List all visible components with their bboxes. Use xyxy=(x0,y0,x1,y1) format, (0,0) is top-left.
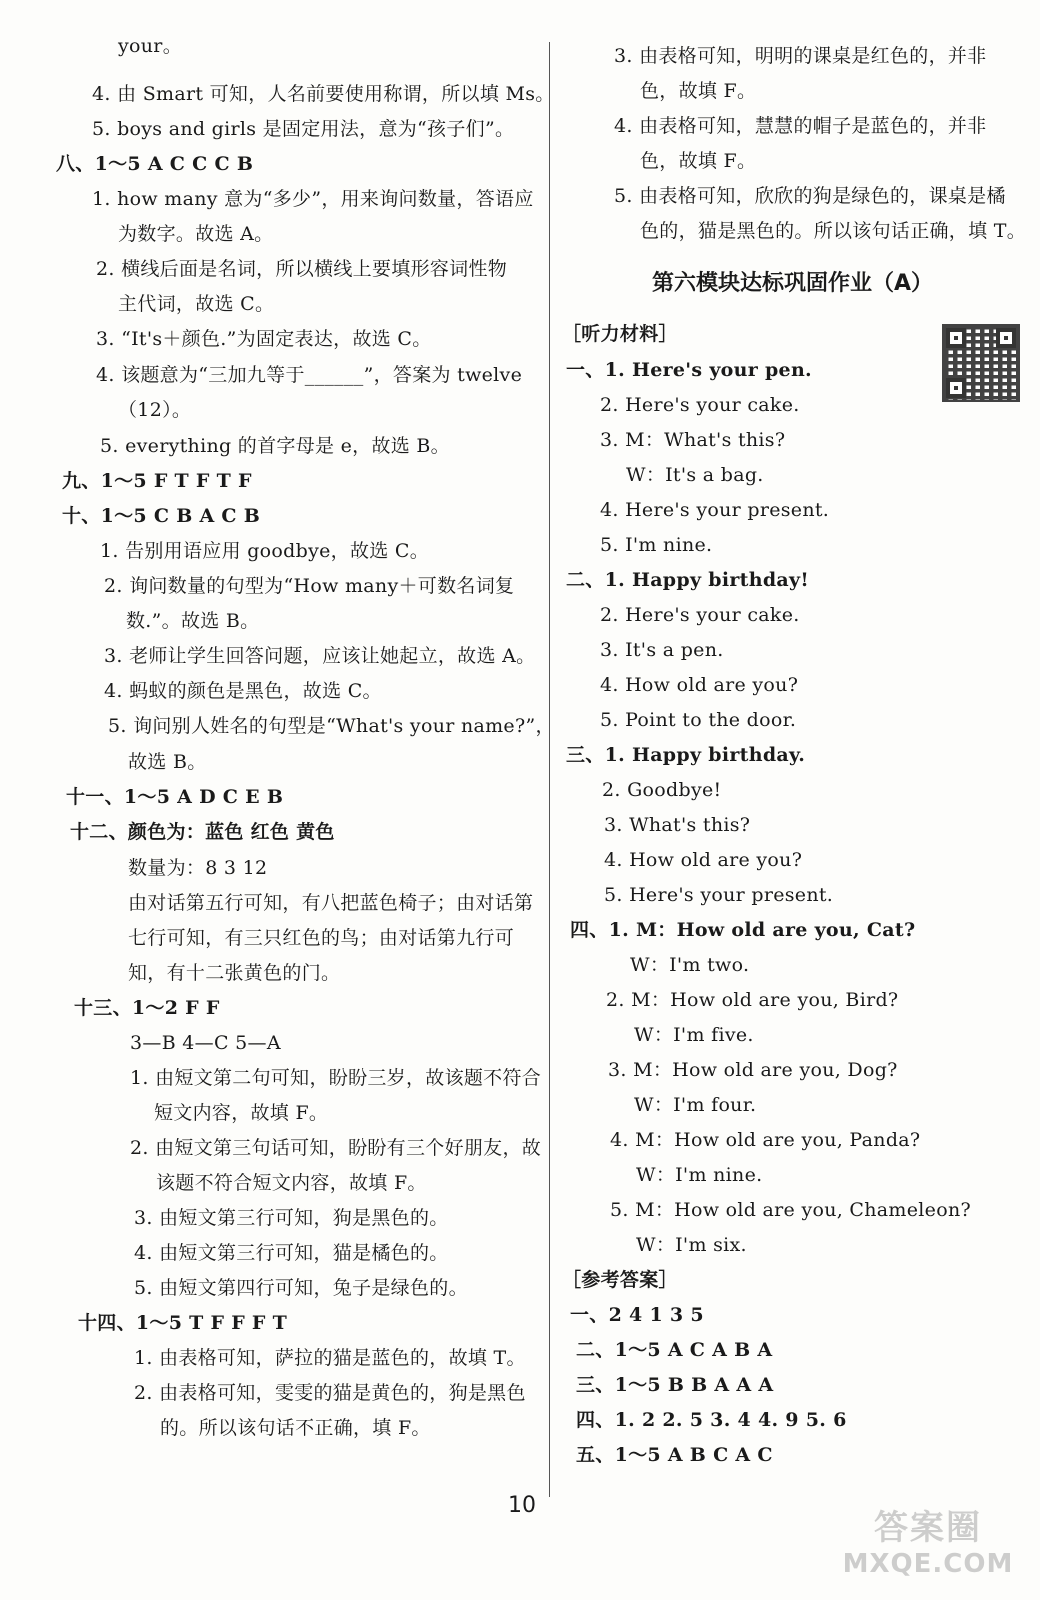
listening-line: 4. M：How old are you, Panda? xyxy=(610,1129,921,1151)
listening-line: 三、1. Happy birthday. xyxy=(566,744,806,766)
answer-line: 2. 由表格可知，雯雯的猫是黄色的，狗是黑色 xyxy=(134,1382,526,1404)
answer-line: 3. 由短文第三行可知，狗是黑色的。 xyxy=(134,1207,449,1229)
answer-line: 1. how many 意为“多少”，用来询问数量，答语应 xyxy=(92,188,534,210)
listening-line: 5. Point to the door. xyxy=(600,709,797,731)
answer-line: 5. 询问别人姓名的句型是“What's your name?”， xyxy=(108,715,555,737)
answer-line: 数量为：8 3 12 xyxy=(128,857,268,879)
listening-line: 一、1. Here's your pen. xyxy=(566,359,812,381)
listening-line: W：I'm nine. xyxy=(636,1164,763,1186)
answer-line: 1. 告别用语应用 goodbye，故选 C。 xyxy=(100,540,430,562)
answer-line: 3. “It's＋颜色.”为固定表达，故选 C。 xyxy=(96,328,432,350)
answer-line: （12）。 xyxy=(118,399,192,421)
listening-line: 2. Here's your cake. xyxy=(600,394,800,416)
answer-line: 十二、颜色为：蓝色 红色 黄色 xyxy=(70,821,335,843)
listening-line: 二、1. Happy birthday! xyxy=(566,569,810,591)
answer-line: your。 xyxy=(118,35,182,57)
answer-line: 3. 由表格可知，明明的课桌是红色的，并非 xyxy=(614,45,987,67)
answer-line: 2. 横线后面是名词，所以横线上要填形容词性物 xyxy=(96,258,508,280)
answer-line: 色，故填 F。 xyxy=(640,80,757,102)
listening-line: W：I'm five. xyxy=(634,1024,754,1046)
answer-line: 4. 蚂蚁的颜色是黑色，故选 C。 xyxy=(104,680,382,702)
listening-line: 2. Here's your cake. xyxy=(600,604,800,626)
section-title: 第六模块达标巩固作业（A） xyxy=(652,271,934,296)
answer-line: 十、1～5 C B A C B xyxy=(62,505,261,527)
answer-line: 5. everything 的首字母是 e，故选 B。 xyxy=(100,435,450,457)
watermark-logo xyxy=(838,1500,1018,1579)
listening-line: 4. How old are you? xyxy=(600,674,799,696)
answer-line: 九、1～5 F T F T F xyxy=(62,470,252,492)
answer-line: 由对话第五行可知，有八把蓝色椅子；由对话第 xyxy=(128,892,534,914)
listening-line: W：It's a bag. xyxy=(626,464,764,486)
watermark-url: MXQE.COM xyxy=(842,1549,1014,1579)
answer-line: 色，故填 F。 xyxy=(640,150,757,172)
answer-line: 3. 老师让学生回答问题，应该让她起立，故选 A。 xyxy=(104,645,536,667)
answer-line: 故选 B。 xyxy=(128,751,207,773)
answer-line: 十三、1～2 F F xyxy=(74,997,220,1019)
listening-line: 5. I'm nine. xyxy=(600,534,713,556)
answer-line: 为数字。故选 A。 xyxy=(118,223,274,245)
answer-line: 1. 由表格可知，萨拉的猫是蓝色的，故填 T。 xyxy=(134,1347,526,1369)
answer-line: 1. 由短文第二句可知，盼盼三岁，故该题不符合 xyxy=(130,1067,542,1089)
listening-line: 2. Goodbye! xyxy=(602,779,722,801)
answer-line: 七行可知，有三只红色的鸟；由对话第九行可 xyxy=(128,927,515,949)
listening-line: 2. M：How old are you, Bird? xyxy=(606,989,899,1011)
answer-line: 的。所以该句话不正确，填 F。 xyxy=(160,1417,431,1439)
listening-line: 4. Here's your present. xyxy=(600,499,830,521)
answer-key-line: 四、1. 2 2. 5 3. 4 4. 9 5. 6 xyxy=(576,1409,847,1431)
answer-line: 主代词，故选 C。 xyxy=(118,293,275,315)
answer-key-line: 三、1～5 B B A A A xyxy=(576,1374,774,1396)
answer-line: 4. 由表格可知，慧慧的帽子是蓝色的，并非 xyxy=(614,115,987,137)
answer-line: 数.”。故选 B。 xyxy=(126,610,260,632)
answer-key-line: 五、1～5 A B C A C xyxy=(576,1444,773,1466)
answer-line: 3—B 4—C 5—A xyxy=(130,1032,281,1054)
answer-line: 5. 由短文第四行可知，兔子是绿色的。 xyxy=(134,1277,468,1299)
listening-line: W：I'm four. xyxy=(634,1094,757,1116)
listening-line: 3. M：What's this? xyxy=(600,429,786,451)
listening-line: 3. What's this? xyxy=(604,814,751,836)
answer-line: 4. 由短文第三行可知，猫是橘色的。 xyxy=(134,1242,449,1264)
answer-key-heading: ［参考答案］ xyxy=(562,1269,678,1291)
answer-line: 2. 询问数量的句型为“How many＋可数名词复 xyxy=(104,575,515,597)
answer-line: 短文内容，故填 F。 xyxy=(154,1102,329,1124)
listening-line: 3. M：How old are you, Dog? xyxy=(608,1059,898,1081)
listening-line: 3. It's a pen. xyxy=(600,639,724,661)
listening-line: 四、1. M：How old are you, Cat? xyxy=(570,919,916,941)
answer-line: 5. boys and girls 是固定用法，意为“孩子们”。 xyxy=(92,118,515,140)
listening-line: 5. Here's your present. xyxy=(604,884,834,906)
listening-heading: ［听力材料］ xyxy=(562,323,678,345)
qr-code-icon[interactable] xyxy=(942,324,1020,402)
answer-line: 知，有十二张黄色的门。 xyxy=(128,962,341,984)
answer-line: 4. 该题意为“三加九等于______”，答案为 twelve xyxy=(96,364,523,386)
watermark-text: 答案圈 xyxy=(874,1508,982,1548)
listening-line: 5. M：How old are you, Chameleon? xyxy=(610,1199,971,1221)
answer-line: 4. 由 Smart 可知，人名前要使用称谓，所以填 Ms。 xyxy=(92,83,555,105)
answer-line: 该题不符合短文内容，故填 F。 xyxy=(156,1172,427,1194)
listening-line: 4. How old are you? xyxy=(604,849,803,871)
answer-line: 5. 由表格可知，欣欣的狗是绿色的，课桌是橘 xyxy=(614,185,1006,207)
answer-line: 八、1～5 A C C C B xyxy=(56,153,254,175)
page-number: 10 xyxy=(508,1493,536,1518)
answer-key-line: 二、1～5 A C A B A xyxy=(576,1339,773,1361)
answer-line: 十四、1～5 T F F F T xyxy=(78,1312,288,1334)
answer-line: 十一、1～5 A D C E B xyxy=(66,786,284,808)
listening-line: W：I'm two. xyxy=(630,954,750,976)
answer-line: 色的，猫是黑色的。所以该句话正确，填 T。 xyxy=(640,220,1027,242)
listening-line: W：I'm six. xyxy=(636,1234,747,1256)
answer-line: 2. 由短文第三句话可知，盼盼有三个好朋友，故 xyxy=(130,1137,542,1159)
answer-key-line: 一、2 4 1 3 5 xyxy=(570,1304,704,1326)
column-divider xyxy=(549,42,550,1497)
